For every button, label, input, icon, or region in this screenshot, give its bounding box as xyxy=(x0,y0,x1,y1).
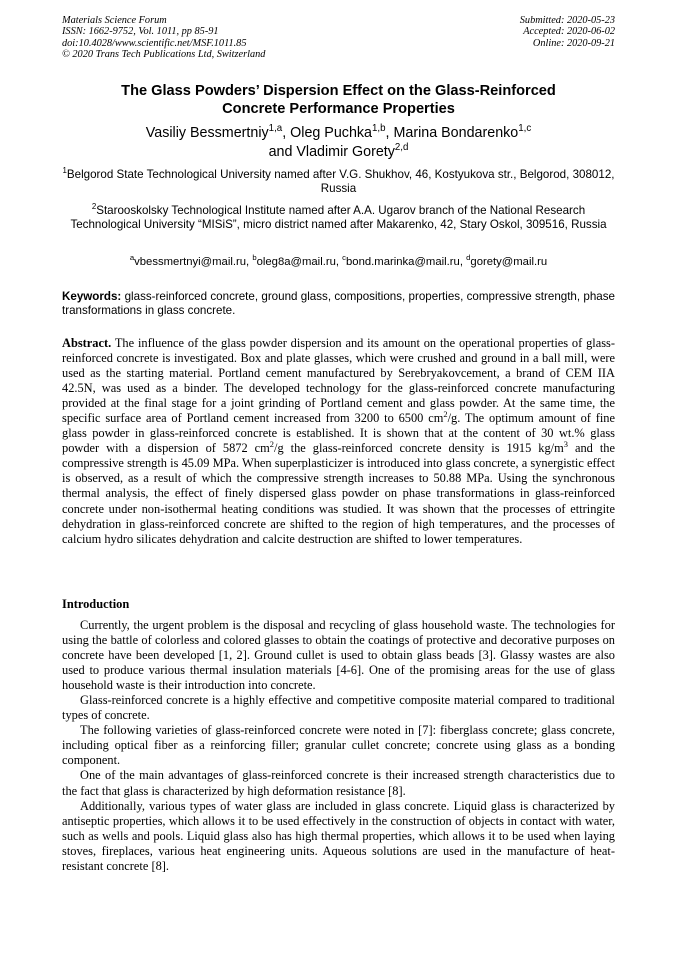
introduction-body xyxy=(62,618,615,874)
author-affiliation-mark: 1,b xyxy=(372,123,386,135)
email-address[interactable]: vbessmertnyi@mail.ru xyxy=(134,256,247,268)
affiliation-mark: 2 xyxy=(91,202,97,212)
abstract-section xyxy=(62,336,615,547)
affiliation-text: Belgorod State Technological University named after V.G. Shukhov, 46, Kostyukova str., Belgorod, 308012, Russia xyxy=(66,168,615,196)
email-mark: d xyxy=(466,253,471,263)
keywords-label: Keywords: xyxy=(62,290,122,303)
introduction-paragraph: Additionally, various types of water glass are included in glass concrete. Liquid glass is characterized by antiseptic properties, which allows it to be used effectively in the construction of objects in contact with water, such as wells and pools. Liquid glass also has high thermal properties, which allows it to be used when laying stoves, fireplaces, various heat engineering units. Aqueous solutions are used in the manufacture of heat-resistant concrete [8]. xyxy=(62,798,615,873)
journal-copyright: © 2020 Trans Tech Publications Ltd, Switzerland xyxy=(62,49,266,61)
author-affiliation-mark: 2,d xyxy=(394,142,409,154)
email-address[interactable]: bond.marinka@mail.ru xyxy=(346,256,460,268)
abstract-superscript: 2 xyxy=(269,439,274,450)
introduction-paragraph: One of the main advantages of glass-reinforced concrete is their increased strength characteristics due to the fact that glass is characterized by high deformation resistance [8]. xyxy=(62,768,615,798)
email-separator: , xyxy=(335,256,343,268)
keywords-text: glass-reinforced concrete, ground glass, compositions, properties, compressive strength, phase transformations in glass concrete. xyxy=(62,290,615,318)
publication-dates xyxy=(520,15,615,49)
abstract-text: and the compressive strength is 45.09 MPa. When superplasticizer is introduced into glass concrete, a synergistic effect is observed, as a result of which the compressive strength increases to 50.88 MPa. Using the synchronous thermal analysis, the effect of finely dispersed glass powder on phase transformations in glass-reinforced concrete under non-isothermal heating conditions was studied. It was shown that the processes of ettringite dehydration in glass-reinforced concrete are shifted to the region of high temperatures, and the processes of calcium hydro silicates dehydration and calcite destruction are shifted to lower temperatures. xyxy=(62,441,615,546)
abstract-label: Abstract. xyxy=(62,336,112,350)
email-address[interactable]: gorety@mail.ru xyxy=(470,256,548,268)
email-separator: , xyxy=(246,256,253,268)
affiliation-mark: 1 xyxy=(62,166,67,176)
email-mark: c xyxy=(342,253,347,263)
journal-doi: doi:10.4028/www.scientific.net/MSF.1011.85 xyxy=(62,37,247,49)
affiliation-2 xyxy=(62,204,615,233)
journal-issn: ISSN: 1662-9752, Vol. 1011, pp 85-91 xyxy=(62,26,219,38)
journal-info xyxy=(62,15,265,61)
email-address[interactable]: oleg8a@mail.ru xyxy=(256,256,336,268)
author-separator: , xyxy=(282,125,291,141)
paper-title xyxy=(62,82,615,118)
keywords-section xyxy=(62,290,615,319)
abstract-text: /g. The optimum amount of fine glass powder in glass-reinforced concrete is established. It is shown that at the content of 30 wt.% glass powder with a dispersion of 5872 cm xyxy=(62,411,616,456)
abstract-superscript: 3 xyxy=(563,439,568,450)
journal-name: Materials Science Forum xyxy=(62,15,167,26)
affiliation-text: Starooskolsky Technological Institute named after A.A. Ugarov branch of the National Research Technological University “MISiS”, micro district named after Makarenko, 42, Stary Oskol, 309516, Russia xyxy=(70,204,607,232)
introduction-paragraph: Glass-reinforced concrete is a highly effective and competitive composite material compared to traditional types of concrete. xyxy=(62,693,615,723)
submitted-date: Submitted: 2020-05-23 xyxy=(519,15,615,26)
online-date: Online: 2020-09-21 xyxy=(532,37,615,49)
author-name: Oleg Puchka xyxy=(290,125,372,141)
email-mark: b xyxy=(252,253,257,263)
author-emails xyxy=(62,255,615,269)
affiliation-1 xyxy=(62,168,615,197)
abstract-superscript: 2 xyxy=(443,409,448,420)
email-mark: a xyxy=(129,253,135,263)
author-affiliation-mark: 1,a xyxy=(268,123,283,135)
author-name: Vasiliy Bessmertniy xyxy=(145,125,269,141)
author-name: Marina Bondarenko xyxy=(393,125,519,141)
introduction-paragraph: Currently, the urgent problem is the disposal and recycling of glass household waste. The technologies for using the battle of colorless and colored glasses to obtain the coatings of protective and decorative purposes on concrete have been developed [1, 2]. Ground cullet is used to obtain glass beads [3]. Glassy wastes are also used to produce various thermal insulation materials [4-6]. One of the promising areas for the use of glass household waste is their introduction into concrete. xyxy=(62,618,615,693)
abstract-text: The influence of the glass powder dispersion and its amount on the operational properties of glass-reinforced concrete is investigated. Box and plate glasses, which were crushed and ground in a ball mill, were used as the starting material. Portland cement manufactured by Serebryakovcement, a brand of CEM IIA 42.5N, was used as a binder. The developed technology for the glass-reinforced concrete manufacturing provided at the final stage for a joint grinding of Portland cement and glass powder. At the same time, the specific surface area of Portland cement increased from 3200 to 6500 cm xyxy=(62,336,615,426)
title-line-1: The Glass Powders’ Dispersion Effect on the Glass-Reinforced xyxy=(121,83,556,99)
author-separator: , xyxy=(385,125,394,141)
author-affiliation-mark: 1,c xyxy=(518,123,532,135)
title-line-2: Concrete Performance Properties xyxy=(222,101,455,117)
email-separator: , xyxy=(459,256,467,268)
abstract-text: /g the glass-reinforced concrete density is 1915 kg/m xyxy=(274,441,564,456)
author-name: and Vladimir Gorety xyxy=(268,144,395,160)
accepted-date: Accepted: 2020-06-02 xyxy=(523,26,615,38)
introduction-heading: Introduction xyxy=(62,597,130,611)
author-list xyxy=(62,124,615,162)
introduction-paragraph: The following varieties of glass-reinforced concrete were noted in [7]: fiberglass concrete; glass concrete, including optical fiber as a reinforcing filler; granular cullet concrete; concrete using glass as a bonding component. xyxy=(62,723,615,768)
